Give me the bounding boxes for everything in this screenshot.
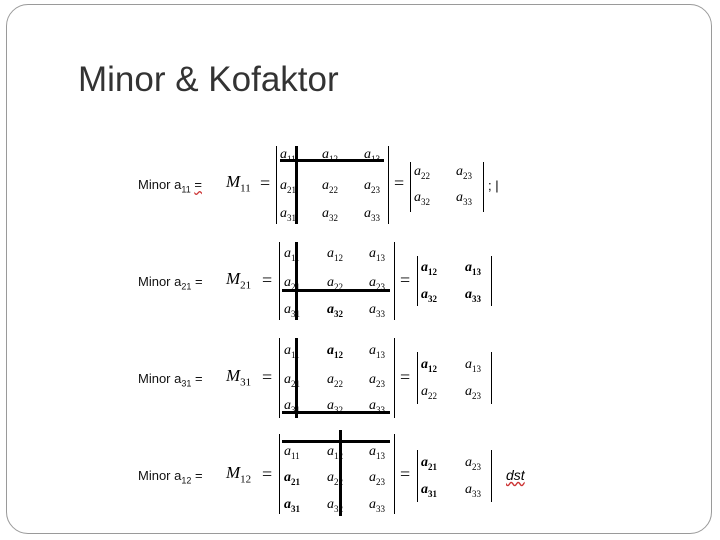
matrix-entry: $a_{21}$ — [280, 178, 296, 195]
matrix-entry: $a_{31}$ — [280, 206, 296, 223]
minor-left-bar — [417, 450, 418, 502]
matrix-entry: $a_{13}$ — [369, 444, 385, 461]
minor-left-bar — [410, 162, 411, 212]
minor-entry: $a_{12}$ — [421, 357, 437, 374]
minor-symbol: $M_{12}$ — [226, 463, 252, 486]
minor-entry: $a_{31}$ — [421, 482, 437, 499]
minor-entry: $a_{33}$ — [456, 190, 472, 207]
matrix-right-bar — [394, 434, 395, 514]
dst-label: dst — [506, 467, 525, 483]
minor-left-bar — [417, 352, 418, 404]
matrix-entry: $a_{31}$ — [284, 302, 300, 319]
equals-sign: = — [400, 464, 411, 484]
minor-symbol: $M_{21}$ — [226, 269, 252, 292]
matrix-left-bar — [279, 434, 280, 514]
trailing-text: ; | — [488, 178, 499, 193]
minor-entry: $a_{23}$ — [456, 164, 472, 181]
matrix-entry: $a_{22}$ — [327, 372, 343, 389]
slide-title: Minor & Kofaktor — [78, 60, 339, 99]
matrix-entry: $a_{23}$ — [369, 275, 385, 292]
matrix-entry: $a_{33}$ — [369, 398, 385, 415]
matrix-right-bar — [394, 242, 395, 320]
equals-sign: = — [262, 270, 273, 290]
minor-right-bar — [483, 162, 484, 212]
matrix-entry: $a_{31}$ — [284, 497, 300, 514]
minor-entry: $a_{23}$ — [465, 455, 481, 472]
minor-right-bar — [491, 352, 492, 404]
equals-sign: = — [262, 464, 273, 484]
matrix-entry: $a_{22}$ — [327, 470, 343, 487]
minor-right-bar — [491, 256, 492, 306]
equals-sign: = — [400, 270, 411, 290]
matrix-entry: $a_{11}$ — [284, 444, 300, 461]
matrix-left-bar — [279, 242, 280, 320]
equals-sign: = — [400, 367, 411, 387]
matrix-entry: $a_{23}$ — [369, 470, 385, 487]
matrix-entry: $a_{21}$ — [284, 470, 300, 487]
strike-row-line — [282, 440, 390, 443]
matrix-entry: $a_{11}$ — [284, 343, 300, 360]
minor-entry: $a_{32}$ — [414, 190, 430, 207]
matrix-right-bar — [394, 338, 395, 418]
matrix-entry: $a_{12}$ — [327, 246, 343, 263]
minor-entry: $a_{13}$ — [465, 260, 481, 277]
matrix-entry: $a_{13}$ — [369, 343, 385, 360]
matrix-entry: $a_{11}$ — [280, 147, 296, 164]
row-label: Minor $a_{12}$ = — [138, 468, 203, 486]
matrix-entry: $a_{32}$ — [327, 497, 343, 514]
equals-sign: = — [262, 367, 273, 387]
matrix-left-bar — [276, 146, 277, 224]
row-label: Minor $a_{21}$ = — [138, 274, 203, 292]
matrix-entry: $a_{13}$ — [369, 246, 385, 263]
row-label: Minor $a_{11}$ = — [138, 177, 202, 195]
minor-symbol: $M_{11}$ — [226, 172, 251, 195]
matrix-entry: $a_{31}$ — [284, 398, 300, 415]
minor-entry: $a_{33}$ — [465, 287, 481, 304]
equals-sign: = — [260, 173, 271, 193]
matrix-left-bar — [279, 338, 280, 418]
minor-entry: $a_{23}$ — [465, 384, 481, 401]
minor-right-bar — [491, 450, 492, 502]
matrix-entry: $a_{21}$ — [284, 372, 300, 389]
row-label: Minor $a_{31}$ = — [138, 371, 203, 389]
matrix-entry: $a_{22}$ — [322, 178, 338, 195]
minor-entry: $a_{13}$ — [465, 357, 481, 374]
matrix-entry: $a_{33}$ — [369, 497, 385, 514]
minor-left-bar — [417, 256, 418, 306]
matrix-entry: $a_{12}$ — [327, 343, 343, 360]
matrix-entry: $a_{32}$ — [327, 398, 343, 415]
matrix-entry: $a_{22}$ — [327, 275, 343, 292]
matrix-entry: $a_{11}$ — [284, 246, 300, 263]
minor-entry: $a_{12}$ — [421, 260, 437, 277]
minor-symbol: $M_{31}$ — [226, 366, 252, 389]
matrix-entry: $a_{33}$ — [364, 206, 380, 223]
matrix-entry: $a_{12}$ — [322, 147, 338, 164]
matrix-entry: $a_{23}$ — [369, 372, 385, 389]
matrix-entry: $a_{23}$ — [364, 178, 380, 195]
matrix-entry: $a_{12}$ — [327, 444, 343, 461]
matrix-entry: $a_{33}$ — [369, 302, 385, 319]
minor-entry: $a_{22}$ — [414, 164, 430, 181]
matrix-right-bar — [388, 146, 389, 224]
minor-entry: $a_{21}$ — [421, 455, 437, 472]
minor-entry: $a_{22}$ — [421, 384, 437, 401]
matrix-entry: $a_{32}$ — [322, 206, 338, 223]
matrix-entry: $a_{13}$ — [364, 147, 380, 164]
matrix-entry: $a_{21}$ — [284, 275, 300, 292]
minor-entry: $a_{32}$ — [421, 287, 437, 304]
minor-entry: $a_{33}$ — [465, 482, 481, 499]
equals-sign: = — [394, 173, 405, 193]
matrix-entry: $a_{32}$ — [327, 302, 343, 319]
